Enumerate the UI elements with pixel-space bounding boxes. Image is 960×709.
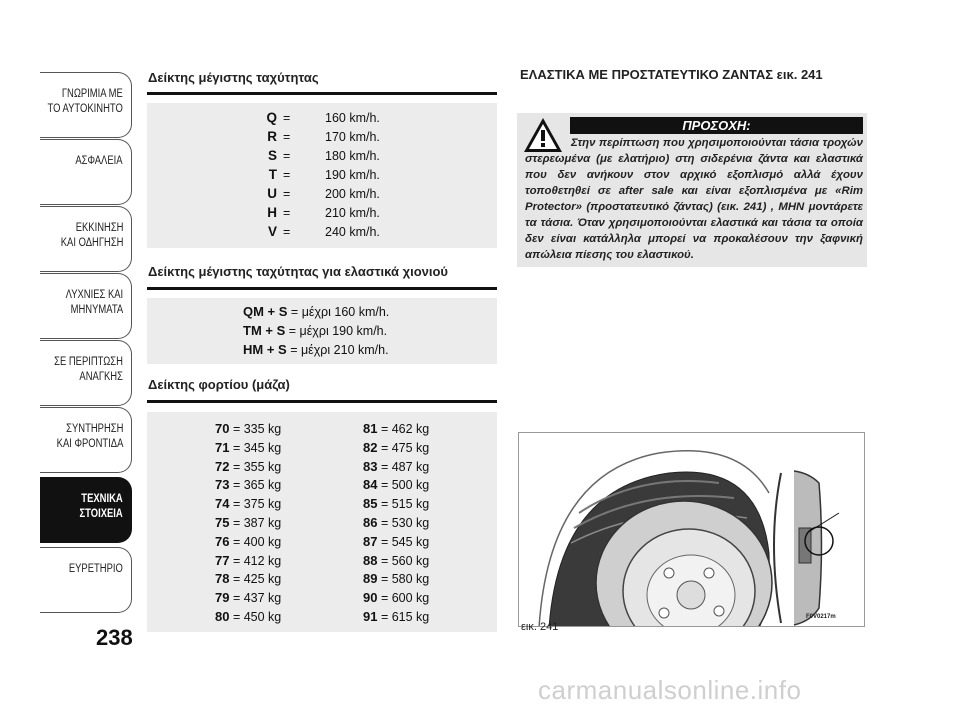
load-mass: = 545 kg <box>380 534 430 549</box>
nav-tab[interactable] <box>40 206 132 272</box>
load-code: 75 <box>215 515 230 530</box>
nav-tab-label: ΓΝΩΡΙΜΙΑ ΜΕ ΤΟ ΑΥΤΟΚΙΝΗΤΟ <box>47 88 123 115</box>
load-row <box>215 609 281 624</box>
tire-wheel-drawing <box>519 433 865 627</box>
speed-value: 160 km/h. <box>325 111 380 125</box>
divider <box>147 92 497 95</box>
speed-eq: = <box>283 111 291 125</box>
load-mass: = 560 kg <box>380 553 430 568</box>
load-code: 73 <box>215 477 230 493</box>
speed-index-table <box>147 103 497 248</box>
load-mass: = 450 kg <box>232 610 282 624</box>
load-mass: = 345 kg <box>232 440 282 455</box>
speed-code: H <box>267 205 277 220</box>
speed-code: Q <box>266 110 277 125</box>
winter-row <box>243 342 389 357</box>
load-row <box>363 515 429 530</box>
speed-code: S <box>267 148 277 163</box>
winter-code: QM + S <box>243 304 288 319</box>
load-mass: = 580 kg <box>380 572 430 587</box>
speed-row <box>147 187 497 206</box>
speed-eq: = <box>283 225 291 239</box>
speed-code: T <box>268 167 277 182</box>
winter-limit: = μέχρι 190 km/h. <box>288 324 388 338</box>
warning-heading: ΠΡΟΣΟΧΗ: <box>570 117 863 134</box>
nav-tab[interactable] <box>40 547 132 613</box>
load-code: 84 <box>363 477 378 493</box>
load-row <box>363 477 429 492</box>
warning-text: Στην περίπτωση που χρησιμοποιούνται τάσια τροχών στερεωμένα (με ελατήριο) στη σιδερένια ζάντα και ελαστικά που δεν ανήκουν στον αρχικό εξοπλισμό αλλά έχουν τοποθετηθεί σε after sale και είναι εξοπλισμένα με «Rim Protector» (προστατευτικό ζάντας) (εικ. 241) , ΜΗΝ μοντάρετε τα τάσια. Όταν χρησιμοποιούνται ελαστικά και τάσια τα οποία δεν είναι κατάλληλα μπορεί να προκαλέσουν την ξαφνική απώλεια πίεσης του ελαστικού. <box>525 137 863 261</box>
load-code: 71 <box>215 439 230 455</box>
winter-code: TM + S <box>243 323 286 338</box>
load-row <box>363 553 429 568</box>
load-mass: = 437 kg <box>232 591 282 606</box>
load-mass: = 400 kg <box>232 534 282 549</box>
load-code: 81 <box>363 421 378 436</box>
load-row <box>363 609 429 624</box>
load-mass: = 600 kg <box>380 591 430 606</box>
load-row <box>363 496 429 511</box>
speed-value: 180 km/h. <box>325 149 380 163</box>
load-code: 76 <box>215 533 230 549</box>
speed-code: U <box>267 186 277 201</box>
speed-eq: = <box>283 130 291 144</box>
nav-tab-label: ΣΕ ΠΕΡΙΠΤΩΣΗ ΑΝΑΓΚΗΣ <box>54 356 123 383</box>
winter-limit: = μέχρι 160 km/h. <box>290 305 390 319</box>
load-mass: = 375 kg <box>232 497 282 512</box>
nav-tab-label: ΛΥΧΝΙΕΣ ΚΑΙ ΜΗΝΥΜΑΤΑ <box>65 289 123 316</box>
nav-tab[interactable] <box>40 273 132 339</box>
load-row <box>215 515 281 530</box>
load-code: 80 <box>215 609 230 624</box>
speed-code: V <box>267 224 277 239</box>
load-code: 85 <box>363 496 378 512</box>
load-row <box>215 534 281 549</box>
figure-code: F0V0217m <box>806 614 836 620</box>
nav-tab[interactable] <box>40 407 132 473</box>
load-code: 91 <box>363 609 378 624</box>
load-row <box>215 553 281 568</box>
load-mass: = 615 kg <box>380 610 430 624</box>
winter-row <box>243 323 387 338</box>
winter-limit: = μέχρι 210 km/h. <box>290 343 389 357</box>
load-row <box>363 590 429 605</box>
speed-row <box>147 111 497 130</box>
load-code: 77 <box>215 552 230 568</box>
speed-index-heading: Δείκτης μέγιστης ταχύτητας <box>148 70 319 85</box>
load-mass: = 530 kg <box>380 516 430 530</box>
speed-eq: = <box>283 206 291 220</box>
watermark: carmanualsonline.info <box>538 675 802 705</box>
load-code: 78 <box>215 571 230 587</box>
winter-code: HM + S <box>243 342 287 357</box>
winter-index-heading: Δείκτης μέγιστης ταχύτητας για ελαστικά χιονιού <box>148 264 448 279</box>
speed-row <box>147 168 497 187</box>
load-mass: = 365 kg <box>232 478 282 493</box>
load-row <box>215 590 281 605</box>
speed-code: R <box>267 129 277 144</box>
load-mass: = 412 kg <box>232 553 282 568</box>
load-row <box>363 459 429 474</box>
warning-box <box>517 113 867 267</box>
load-code: 83 <box>363 458 378 474</box>
load-mass: = 462 kg <box>380 422 430 436</box>
speed-row <box>147 206 497 225</box>
speed-value: 170 km/h. <box>325 130 380 144</box>
load-row <box>363 440 429 455</box>
winter-row <box>243 304 389 319</box>
nav-tab-label: ΑΣΦΑΛΕΙΑ <box>75 155 123 167</box>
load-code: 86 <box>363 515 378 530</box>
nav-tab[interactable] <box>40 139 132 205</box>
load-row <box>215 571 281 586</box>
page-number: 238 <box>96 625 133 650</box>
load-code: 70 <box>215 421 230 436</box>
load-code: 87 <box>363 533 378 549</box>
divider <box>147 287 497 290</box>
load-mass: = 515 kg <box>380 497 430 512</box>
speed-value: 210 km/h. <box>325 206 380 220</box>
nav-tab[interactable] <box>40 340 132 406</box>
speed-value: 200 km/h. <box>325 187 380 201</box>
speed-row <box>147 130 497 149</box>
nav-tab-label: ΤΕΧΝΙΚΑ ΣΤΟΙΧΕΙΑ <box>79 493 123 520</box>
speed-value: 190 km/h. <box>325 168 380 182</box>
load-code: 90 <box>363 590 378 606</box>
load-mass: = 387 kg <box>232 516 282 530</box>
speed-row <box>147 225 497 244</box>
load-row <box>363 534 429 549</box>
load-mass: = 355 kg <box>232 459 282 474</box>
speed-eq: = <box>283 187 291 201</box>
load-code: 72 <box>215 458 230 474</box>
load-row <box>215 496 281 511</box>
nav-tab[interactable] <box>40 72 132 138</box>
load-index-table <box>147 412 497 632</box>
load-mass: = 475 kg <box>380 440 430 455</box>
speed-row <box>147 149 497 168</box>
load-mass: = 335 kg <box>232 422 282 436</box>
load-row <box>215 477 281 492</box>
nav-tab-label: ΣΥΝΤΗΡΗΣΗ ΚΑΙ ΦΡΟΝΤΙΔΑ <box>56 423 123 450</box>
figure-caption: εικ. 241 <box>521 621 559 633</box>
load-code: 88 <box>363 552 378 568</box>
load-row <box>363 571 429 586</box>
speed-eq: = <box>283 149 291 163</box>
load-row <box>363 421 429 436</box>
speed-eq: = <box>283 168 291 182</box>
winter-index-table <box>147 298 497 364</box>
load-code: 89 <box>363 571 378 587</box>
load-index-heading: Δείκτης φορτίου (μάζα) <box>148 377 290 392</box>
nav-tab-label: ΕΥΡΕΤΗΡΙΟ <box>69 563 123 575</box>
section-title: ΕΛΑΣΤΙΚΑ ΜΕ ΠΡΟΣΤΑΤΕΥΤΙΚΟ ΖΑΝΤΑΣ εικ. 241 <box>520 67 823 82</box>
load-row <box>215 421 281 436</box>
load-mass: = 487 kg <box>380 459 430 474</box>
divider <box>147 400 497 403</box>
load-row <box>215 440 281 455</box>
nav-tab[interactable] <box>40 477 132 543</box>
load-code: 79 <box>215 590 230 606</box>
load-code: 74 <box>215 496 230 512</box>
load-mass: = 425 kg <box>232 572 282 587</box>
speed-value: 240 km/h. <box>325 225 380 239</box>
nav-tab-label: ΕΚΚΙΝΗΣΗ ΚΑΙ ΟΔΗΓΗΣΗ <box>60 222 123 249</box>
tire-illustration <box>518 432 865 627</box>
load-code: 82 <box>363 439 378 455</box>
load-row <box>215 459 281 474</box>
load-mass: = 500 kg <box>380 478 430 493</box>
